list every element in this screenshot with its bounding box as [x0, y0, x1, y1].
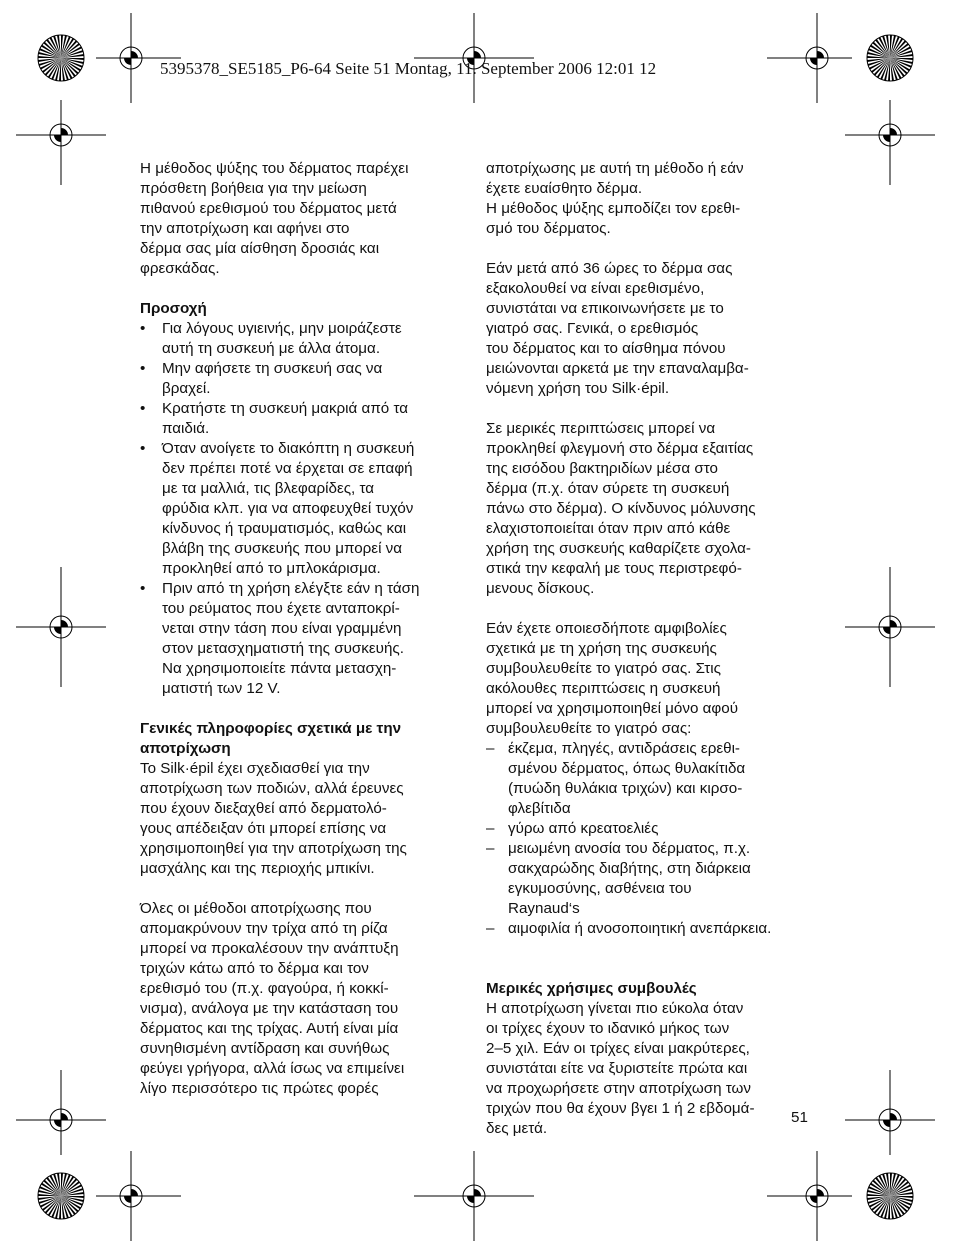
- general-info-heading: [140, 719, 470, 759]
- text-line: 2–5 χιλ. Εάν οι τρίχες είναι μακρύτερες,: [486, 1040, 750, 1057]
- text-line: νισμα), ανάλογα με την κατάσταση του: [140, 1000, 399, 1017]
- caution-list: [140, 319, 470, 699]
- text-line: δέρματος και της τρίχας. Αυτή είναι μία: [140, 1020, 399, 1037]
- registration-mark-icon: [767, 13, 852, 103]
- tips-paragraph: [486, 999, 816, 1139]
- text-line: προκληθεί φλεγμονή στο δέρμα εξαιτίας: [486, 440, 754, 457]
- text-line: χρησιμοποιηθεί για την αποτρίχωση της: [140, 840, 407, 857]
- text-line: Η μέθοδος ψύξης εμποδίζει τον ερεθι-: [486, 200, 741, 217]
- registration-mark-icon: [845, 1070, 935, 1155]
- text-line: Εάν έχετε οποιεσδήποτε αμφιβολίες: [486, 620, 727, 637]
- text-line: ακόλουθες περιπτώσεις η συσκευή: [486, 680, 721, 697]
- text-line: τριχών κάτω από το δέρμα και τον: [140, 960, 369, 977]
- list-item: [140, 399, 470, 439]
- text-line: φρεσκάδας.: [140, 260, 220, 277]
- list-marker: •: [140, 400, 146, 417]
- text-line: συμβουλευθείτε το γιατρό σας:: [486, 720, 692, 737]
- text-line: αιμοφιλία ή ανοσοποιητική ανεπάρκεια.: [508, 920, 772, 937]
- infection-paragraph: [486, 419, 816, 599]
- list-item: [486, 819, 816, 839]
- text-line: πάνω στο δέρμα). Ο κίνδυνος μόλυνσης: [486, 500, 756, 517]
- text-line: χρήση της συσκευής καθαρίζετε σχολα-: [486, 540, 751, 557]
- text-line: γύρω από κρεατοελιές: [508, 820, 659, 837]
- text-line: δες μετά.: [486, 1120, 548, 1137]
- text-line: που έχουν διεξαχθεί από δερματολό-: [140, 800, 387, 817]
- text-line: μειωμένη ανοσία του δέρματος, π.χ.: [508, 840, 751, 857]
- text-line: αποτρίχωση των ποδιών, αλλά έρευνες: [140, 780, 404, 797]
- text-line: ερεθισμό του (π.χ. φαγούρα, ή κοκκί-: [140, 980, 389, 997]
- list-item: [140, 439, 470, 579]
- text-line: Όταν ανοίγετε το διακόπτη η συσκευή: [162, 440, 415, 457]
- text-line: τριχών που θα έχουν βγει 1 ή 2 εβδομά-: [486, 1100, 755, 1117]
- page-number: 51: [791, 1109, 808, 1126]
- right-column: [486, 159, 816, 1139]
- text-line: στον μετασχηματιστή της συσκευής.: [162, 640, 404, 657]
- text-line: Γενικές πληροφορίες σχετικά με την: [140, 720, 402, 737]
- list-item: [486, 739, 816, 819]
- text-line: μπορεί να χρησιμοποιηθεί μόνο αφού: [486, 700, 739, 717]
- registration-mark-icon: [414, 1151, 534, 1241]
- text-line: μασχάλης και της περιοχής μπικίνι.: [140, 860, 375, 877]
- text-line: συνιστάται να επικοινωνήσετε με το: [486, 300, 724, 317]
- text-line: δέρμα (π.χ. όταν σύρετε τη συσκευή: [486, 480, 730, 497]
- starburst-target-icon: [38, 35, 84, 81]
- list-marker: –: [486, 840, 495, 857]
- text-line: παιδιά.: [162, 420, 210, 437]
- text-line: αποτρίχωσης με αυτή τη μέθοδο ή εάν: [486, 160, 744, 177]
- registration-mark-icon: [767, 1151, 852, 1241]
- text-line: αυτή τη συσκευή με άλλα άτομα.: [162, 340, 381, 357]
- text-line: φεύγει γρήγορα, αλλά ίσως να επιμείνει: [140, 1060, 405, 1077]
- registration-mark-icon: [845, 567, 935, 687]
- text-line: Η αποτρίχωση γίνεται πιο εύκολα όταν: [486, 1000, 744, 1017]
- text-line: γους απέδειξαν ότι μπορεί επίσης να: [140, 820, 387, 837]
- caution-heading: Προσοχή: [140, 300, 207, 317]
- list-item: [140, 319, 470, 359]
- starburst-target-icon: [867, 1173, 913, 1219]
- text-line: σχετικά με τη χρήση της συσκευής: [486, 640, 717, 657]
- tips-heading: Μερικές χρήσιμες συμβουλές: [486, 980, 697, 997]
- text-line: την αποτρίχωση και αφήνει στο: [140, 220, 350, 237]
- text-line: Σε μερικές περιπτώσεις μπορεί να: [486, 420, 716, 437]
- text-line: του ρεύματος που έχετε ανταποκρί-: [162, 600, 400, 617]
- registration-mark-icon: [845, 100, 935, 185]
- continuation-paragraph: [486, 159, 816, 239]
- list-marker: –: [486, 740, 495, 757]
- text-line: εξακολουθεί να είναι ερεθισμένο,: [486, 280, 705, 297]
- text-line: (πυώδη θυλάκια τριχών) και κιρσο-: [508, 780, 743, 797]
- list-marker: •: [140, 320, 146, 337]
- text-line: Για λόγους υγιεινής, μην μοιράζεστε: [162, 320, 402, 337]
- text-line: μειώνονται αρκετά με την επαναλαμβα-: [486, 360, 749, 377]
- text-line: πρόσθετη βοήθεια για την μείωση: [140, 180, 367, 197]
- registration-mark-icon: [96, 1151, 181, 1241]
- text-line: να προχωρήσετε στην αποτρίχωση των: [486, 1080, 752, 1097]
- list-item: [486, 839, 816, 919]
- text-line: ματιστή των 12 V.: [162, 680, 281, 697]
- text-line: Κρατήστε τη συσκευή μακριά από τα: [162, 400, 409, 417]
- registration-mark-icon: [414, 13, 534, 103]
- list-marker: •: [140, 360, 146, 377]
- text-line: έχετε ευαίσθητο δέρμα.: [486, 180, 643, 197]
- text-line: Να χρησιμοποιείτε πάντα μετασχη-: [162, 660, 397, 677]
- list-marker: –: [486, 920, 495, 937]
- doubts-paragraph: [486, 619, 816, 739]
- list-item: [140, 579, 470, 699]
- text-line: βλάβη της συσκευής που μπορεί να: [162, 540, 403, 557]
- hair-removal-methods-paragraph: [140, 899, 470, 1099]
- text-line: μπορεί να προκαλέσουν την ανάπτυξη: [140, 940, 399, 957]
- text-line: σακχαρώδης διαβήτης, στη διάρκεια: [508, 860, 751, 877]
- text-line: εγκυμοσύνης, ασθένεια του: [508, 880, 692, 897]
- conditions-list: [486, 739, 816, 939]
- text-line: σμό του δέρματος.: [486, 220, 611, 237]
- print-slug-header: 5395378_SE5185_P6-64 Seite 51 Montag, 11. September 2006 12:01 12: [160, 59, 657, 78]
- registration-mark-icon: [16, 567, 106, 687]
- irritation-paragraph: [486, 259, 816, 399]
- text-line: κίνδυνος ή τραυματισμός, καθώς και: [162, 520, 407, 537]
- registration-mark-icon: [96, 13, 181, 103]
- text-line: Όλες οι μέθοδοι αποτρίχωσης που: [140, 900, 372, 917]
- text-line: φλεβίτιδα: [508, 800, 571, 817]
- text-line: φρύδια κλπ. για να αποφευχθεί τυχόν: [162, 500, 414, 517]
- text-line: συνιστάται είτε να ξυριστείτε πρώτα και: [486, 1060, 748, 1077]
- text-line: Το Silk·épil έχει σχεδιασθεί για την: [140, 760, 370, 777]
- list-marker: •: [140, 580, 146, 597]
- list-marker: –: [486, 820, 495, 837]
- text-line: Μην αφήσετε τη συσκευή σας να: [162, 360, 383, 377]
- text-line: λίγο περισσότερο τις πρώτες φορές: [140, 1080, 379, 1097]
- text-line: της εισόδου βακτηριδίων μέσα στο: [486, 460, 718, 477]
- text-line: προκληθεί από το μπλοκάρισμα.: [162, 560, 381, 577]
- text-line: δεν πρέπει ποτέ να έρχεται σε επαφή: [162, 460, 413, 477]
- text-line: με τα μαλλιά, τις βλεφαρίδες, τα: [162, 480, 375, 497]
- text-line: νεται στην τάση που είναι γραμμένη: [162, 620, 402, 637]
- text-line: βραχεί.: [162, 380, 211, 397]
- text-line: Raynaud‘s: [508, 900, 580, 917]
- text-line: γιατρό σας. Γενικά, ο ερεθισμός: [486, 320, 699, 337]
- text-line: μενους δίσκους.: [486, 580, 595, 597]
- cooling-method-paragraph: [140, 159, 470, 279]
- text-line: στικά την κεφαλή με τους περιστρεφό-: [486, 560, 742, 577]
- registration-mark-icon: [16, 100, 106, 185]
- text-line: συνηθισμένη αντίδραση και συνήθως: [140, 1040, 390, 1057]
- text-line: Η μέθοδος ψύξης του δέρματος παρέχει: [140, 160, 409, 177]
- text-line: συμβουλευθείτε το γιατρό σας. Στις: [486, 660, 721, 677]
- text-line: οι τρίχες έχουν το ιδανικό μήκος των: [486, 1020, 730, 1037]
- general-info-paragraph: [140, 759, 470, 879]
- starburst-target-icon: [867, 35, 913, 81]
- text-line: απομακρύνουν την τρίχα από τη ρίζα: [140, 920, 388, 937]
- list-marker: •: [140, 440, 146, 457]
- text-line: σμένου δέρματος, όπως θυλακίτιδα: [508, 760, 746, 777]
- list-item: [486, 919, 816, 939]
- text-line: ελαχιστοποιείται όταν πριν από κάθε: [486, 520, 731, 537]
- text-line: πιθανού ερεθισμού του δέρματος μετά: [140, 200, 397, 217]
- text-line: αποτρίχωση: [140, 740, 231, 757]
- text-line: νόμενη χρήση του Silk·épil.: [486, 380, 670, 397]
- starburst-target-icon: [38, 1173, 84, 1219]
- left-column: [140, 159, 470, 1099]
- registration-mark-icon: [16, 1070, 106, 1155]
- list-item: [140, 359, 470, 399]
- text-line: δέρμα σας μία αίσθηση δροσιάς και: [140, 240, 380, 257]
- text-line: έκζεμα, πληγές, αντιδράσεις ερεθι-: [508, 740, 740, 757]
- text-line: Πριν από τη χρήση ελέγξτε εάν η τάση: [162, 580, 420, 597]
- text-line: του δέρματος και το αίσθημα πόνου: [486, 340, 726, 357]
- text-line: Εάν μετά από 36 ώρες το δέρμα σας: [486, 260, 733, 277]
